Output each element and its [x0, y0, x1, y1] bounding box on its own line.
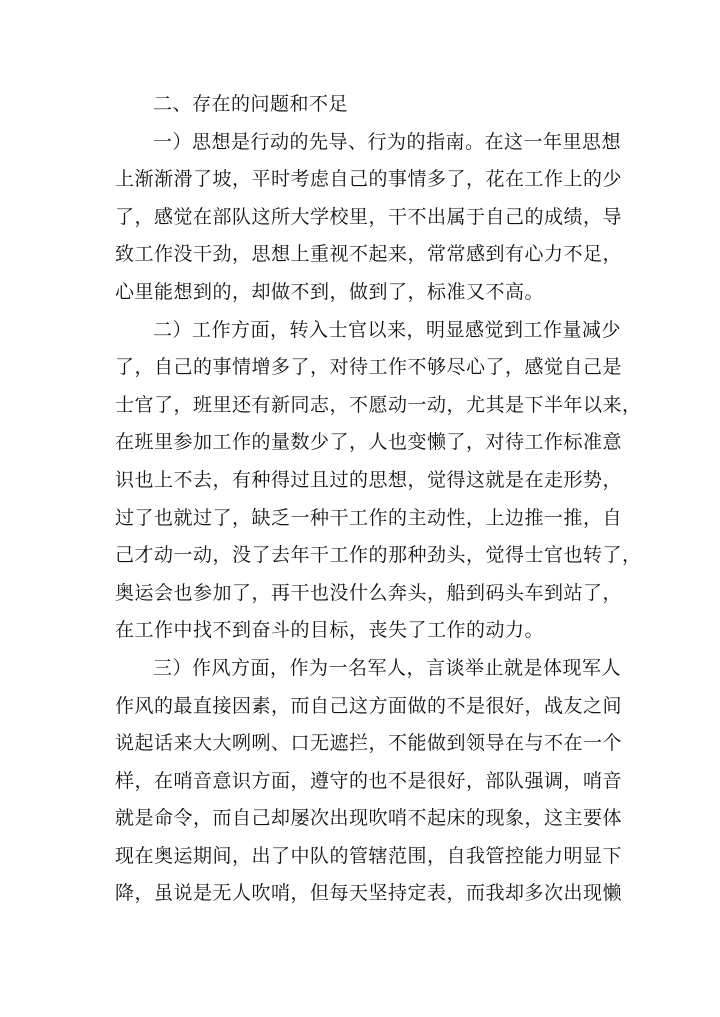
text-line: 现在奥运期间，出了中队的管辖范围，自我管控能力明显下: [115, 844, 623, 867]
text-line: 上渐渐滑了坡，平时考虑自己的事情多了，花在工作上的少: [115, 168, 623, 191]
text-line: 降，虽说是无人吹哨，但每天坚持定表，而我却多次出现懒: [115, 882, 623, 905]
text-line: 了，感觉在部队这所大学校里，干不出属于自己的成绩，导: [115, 205, 623, 228]
text-line: 过了也就过了，缺乏一种干工作的主动性，上边推一推，自: [115, 506, 623, 529]
text-line: 士官了，班里还有新同志，不愿动一动，尤其是下半年以来，: [115, 393, 642, 416]
text-line: 就是命令，而自己却屡次出现吹哨不起床的现象，这主要体: [115, 807, 623, 830]
text-line: 在工作中找不到奋斗的目标，丧失了工作的动力。: [115, 619, 545, 642]
text-line: 一）思想是行动的先导、行为的指南。在这一年里思想: [153, 130, 622, 153]
text-line: 样，在哨音意识方面，遵守的也不是很好，部队强调，哨音: [115, 769, 623, 792]
text-line: 三）作风方面，作为一名军人，言谈举止就是体现军人: [153, 656, 622, 679]
text-line: 心里能想到的，却做不到，做到了，标准又不高。: [115, 280, 545, 303]
text-line: 了，自己的事情增多了，对待工作不够尽心了，感觉自己是: [115, 356, 623, 379]
document-body: [115, 86, 642, 913]
text-line: 识也上不去，有种得过且过的思想，觉得这就是在走形势，: [115, 468, 623, 491]
text-line: 致工作没干劲，思想上重视不起来，常常感到有心力不足，: [115, 243, 623, 266]
text-line: 作风的最直接因素，而自己这方面做的不是很好，战友之间: [115, 694, 623, 717]
text-line: 说起话来大大咧咧、口无遮拦，不能做到领导在与不在一个: [115, 732, 623, 755]
section-heading: 二、存在的问题和不足: [153, 93, 349, 115]
text-line: 在班里参加工作的量数少了，人也变懒了，对待工作标准意: [115, 431, 623, 454]
text-line: 奥运会也参加了，再干也没什么奔头，船到码头车到站了，: [115, 581, 623, 604]
text-line: 二）工作方面，转入士官以来，明显感觉到工作量减少: [153, 318, 622, 341]
text-line: 己才动一动，没了去年干工作的那种劲头，觉得士官也转了，: [115, 544, 642, 567]
